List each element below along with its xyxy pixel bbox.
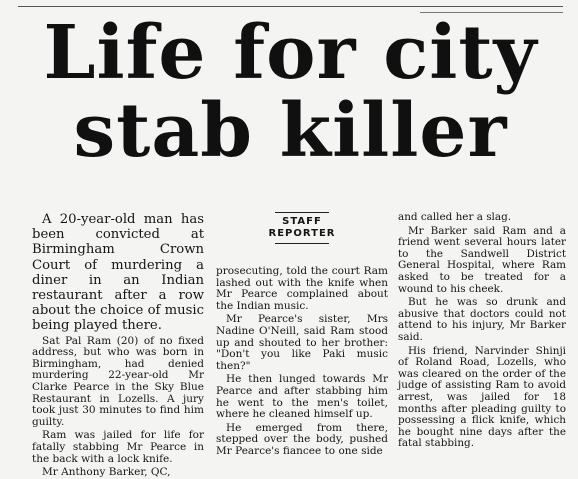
headline-line-1: Life for city <box>43 10 538 96</box>
paragraph: But he was so drunk and abusive that doctors could not attend to his injury, Mr Barker said. <box>398 296 566 343</box>
intro-paragraph: A 20-year-old man has been convicted at Birmingham Crown Court of murdering a diner in an Indian restaurant after a row about the choice of music being played there. <box>32 212 204 334</box>
paragraph: His friend, Narvinder Shinji of Roland Road, Lozells, who was cleared on the order of the judge of assisting Ram to avoid arrest, was jailed for 18 months after pleading guilty to possessing a flick knife, which he bought nine days after the fatal stabbing. <box>398 344 566 450</box>
byline <box>216 212 388 244</box>
column-1 <box>32 212 204 479</box>
column-2 <box>216 212 388 458</box>
column-spacer <box>216 248 388 266</box>
paragraph: Sat Pal Ram (20) of no fixed address, but who was born in Birmingham, had denied murdering 22-year-old Mr Clarke Pearce in the Sky Blue Restaurant in Lozells. A jury took just 30 minutes to find him guilty. <box>32 334 204 428</box>
paragraph: Mr Pearce's sister, Mrs Nadine O'Neill, said Ram stood up and shouted to her brother: "Don't you like Paki music then?" <box>216 313 388 372</box>
headline <box>18 10 563 174</box>
byline-line-1: STAFF <box>282 216 322 227</box>
paragraph: Mr Anthony Barker, QC, <box>42 466 171 479</box>
byline-rule-top <box>275 212 329 213</box>
paragraph: Ram was jailed for life for fatally stabbing Mr Pearce in the back with a lock knife. <box>32 429 204 465</box>
headline-line-2: stab killer <box>73 88 508 174</box>
paragraph: and called her a slag. <box>398 211 512 223</box>
top-rule <box>18 6 563 7</box>
paragraph: prosecuting, told the court Ram lashed out with the knife when Mr Pearce complained about the Indian music. <box>216 265 388 312</box>
paragraph: Mr Barker said Ram and a friend went several hours later to the Sandwell District General Hospital, where Ram asked to be treated for a wound to his cheek. <box>398 224 566 295</box>
paragraph: He emerged from there, stepped over the body, pushed Mr Pearce's fiancee to one side <box>216 421 388 457</box>
paragraph: He then lunged towards Mr Pearce and after stabbing him he went to the men's toilet, where he cleaned himself up. <box>216 373 388 421</box>
byline-rule-bottom <box>275 243 329 244</box>
byline-line-2: REPORTER <box>268 228 336 239</box>
column-3 <box>398 212 566 450</box>
